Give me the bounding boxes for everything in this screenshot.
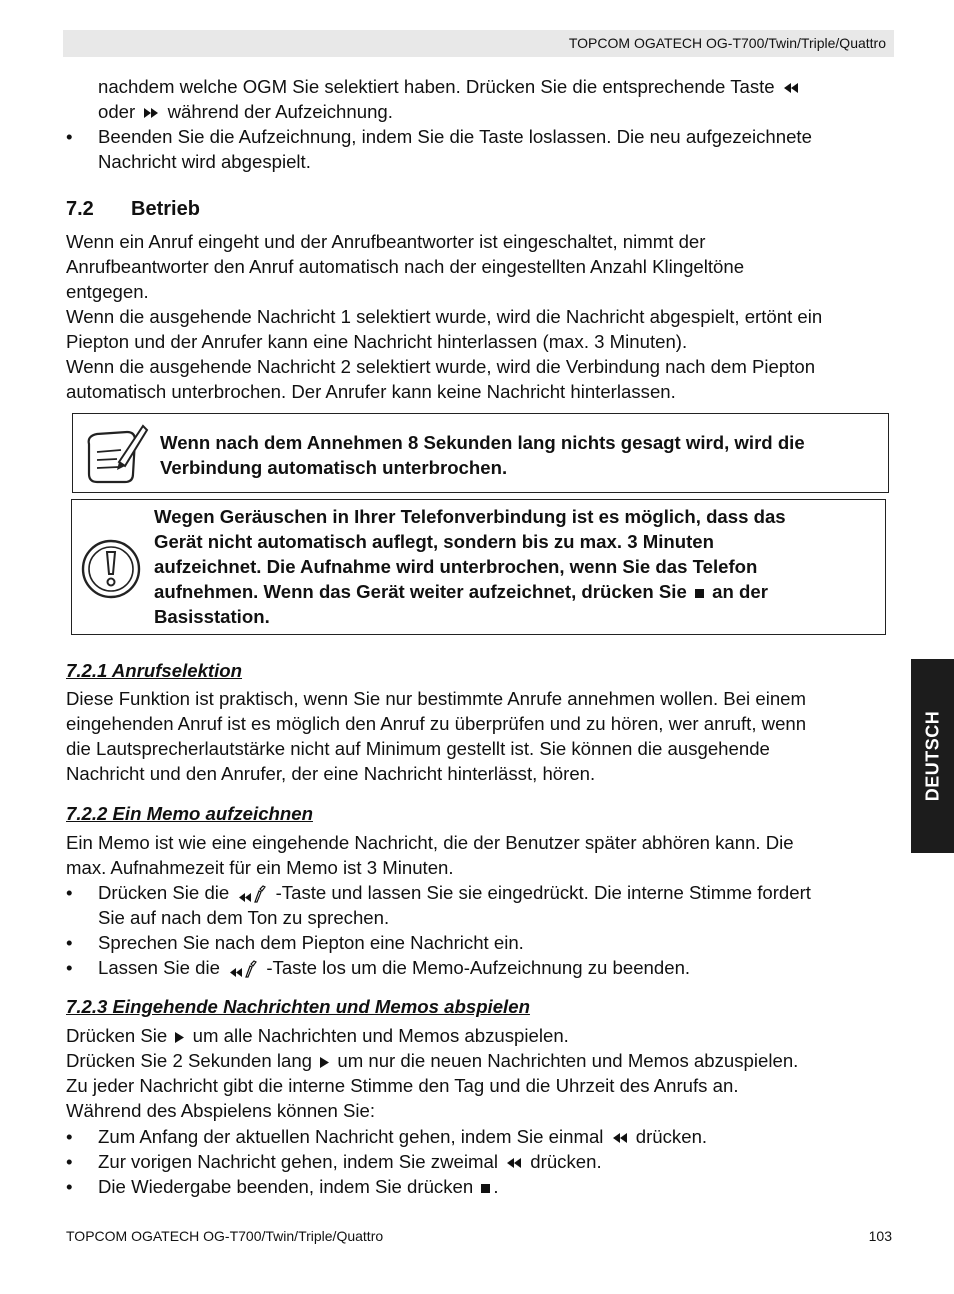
bullet-text-part: drücken. <box>530 1151 602 1172</box>
paragraph-line: max. Aufnahmezeit für ein Memo ist 3 Minuten. <box>66 857 454 878</box>
paragraph-line: Piepton und der Anrufer kann eine Nachricht hinterlassen (max. 3 Minuten). <box>66 331 688 352</box>
warning-text: Wegen Geräuschen in Ihrer Telefonverbindung ist es möglich, dass das <box>154 506 786 527</box>
section-heading <box>66 198 200 221</box>
rewind-icon <box>506 1158 522 1168</box>
intro-line <box>98 99 393 124</box>
bullet-dot: • <box>66 882 73 903</box>
paragraph-line: Ein Memo ist wie eine eingehende Nachricht, die der Benutzer später abhören kann. Die <box>66 832 794 853</box>
bullet-dot: • <box>66 126 73 147</box>
bullet-dot: • <box>66 957 73 978</box>
paragraph-line: Zu jeder Nachricht gibt die interne Stimme den Tag und die Uhrzeit des Anrufs an. <box>66 1075 739 1096</box>
paragraph-line: Wenn die ausgehende Nachricht 2 selektiert wurde, wird die Verbindung nach dem Piepton <box>66 356 816 377</box>
intro-text: oder <box>98 101 136 122</box>
paragraph-line: die Lautsprecherlautstärke nicht auf Minimum gestellt ist. Sie können die ausgehende <box>66 738 770 759</box>
stop-icon <box>481 1184 490 1193</box>
bullet-text: Nachricht wird abgespielt. <box>98 151 311 172</box>
bullet-text-part: -Taste los um die Memo-Aufzeichnung zu beenden. <box>266 957 691 978</box>
subsection-heading: 7.2.1 Anrufselektion <box>66 660 243 681</box>
note-text: Verbindung automatisch unterbrochen. <box>160 457 508 478</box>
bullet-text <box>98 1124 707 1149</box>
warning-box <box>71 499 886 635</box>
bullet-dot: • <box>66 1126 73 1147</box>
subsection-heading: 7.2.2 Ein Memo aufzeichnen <box>66 803 313 824</box>
warning-text: aufzeichnet. Die Aufnahme wird unterbrochen, wenn Sie das Telefon <box>154 556 758 577</box>
bullet-text: Sprechen Sie nach dem Piepton eine Nachricht ein. <box>98 932 524 953</box>
section-number: 7.2 <box>66 198 94 220</box>
bullet-text-part: . <box>493 1176 499 1197</box>
memo-record-icon <box>228 960 258 978</box>
bullet-text-part: -Taste und lassen Sie sie eingedrückt. Die interne Stimme fordert <box>275 882 811 903</box>
note-pen-icon <box>83 422 149 486</box>
footer-title: TOPCOM OGATECH OG-T700/Twin/Triple/Quattro <box>66 1228 384 1244</box>
bullet-dot: • <box>66 932 73 953</box>
warning-text-part: an der <box>712 581 768 602</box>
bullet-text-part: Drücken Sie die <box>98 882 230 903</box>
bullet-text <box>98 880 811 905</box>
paragraph-line: Nachricht und den Anrufer, der eine Nachricht hinterlässt, hören. <box>66 763 596 784</box>
bullet-text: Beenden Sie die Aufzeichnung, indem Sie die Taste loslassen. Die neu aufgezeichnete <box>98 126 812 147</box>
language-side-tab <box>911 659 954 853</box>
intro-text: nachdem welche OGM Sie selektiert haben. Drücken Sie die entsprechende Taste <box>98 76 775 97</box>
paragraph-line: Wenn die ausgehende Nachricht 1 selektiert wurde, wird die Nachricht abgespielt, ertönt ein <box>66 306 823 327</box>
paragraph-line: Während des Abspielens können Sie: <box>66 1100 376 1121</box>
note-text: Wenn nach dem Annehmen 8 Sekunden lang nichts gesagt wird, wird die <box>160 432 805 453</box>
fast-forward-icon <box>143 108 159 118</box>
paragraph-text: um nur die neuen Nachrichten und Memos abzuspielen. <box>337 1050 799 1071</box>
rewind-icon <box>783 83 799 93</box>
bullet-text-part: Zur vorigen Nachricht gehen, indem Sie zweimal <box>98 1151 498 1172</box>
paragraph-line: Wenn ein Anruf eingeht und der Anrufbeantworter ist eingeschaltet, nimmt der <box>66 231 706 252</box>
play-icon <box>175 1032 184 1043</box>
bullet-text-part: Zum Anfang der aktuellen Nachricht gehen, indem Sie einmal <box>98 1126 604 1147</box>
page-header <box>63 30 894 57</box>
warning-text: Gerät nicht automatisch auflegt, sondern bis zu max. 3 Minuten <box>154 531 714 552</box>
warning-text <box>154 579 768 604</box>
note-box <box>72 413 889 493</box>
paragraph-line: Diese Funktion ist praktisch, wenn Sie nur bestimmte Anrufe annehmen wollen. Bei einem <box>66 688 806 709</box>
paragraph-line <box>66 1048 798 1073</box>
warning-text-part: aufnehmen. Wenn das Gerät weiter aufzeichnet, drücken Sie <box>154 581 687 602</box>
bullet-text: Sie auf nach dem Ton zu sprechen. <box>98 907 390 928</box>
page-number: 103 <box>868 1228 892 1244</box>
paragraph-line: eingehenden Anruf ist es möglich den Anruf zu überprüfen und zu hören, wer anruft, wenn <box>66 713 807 734</box>
memo-record-icon <box>237 885 267 903</box>
language-label: DEUTSCH <box>922 710 942 802</box>
paragraph-text: um alle Nachrichten und Memos abzuspielen. <box>192 1025 569 1046</box>
paragraph-line: automatisch unterbrochen. Der Anrufer kann keine Nachricht hinterlassen. <box>66 381 676 402</box>
bullet-text-part: drücken. <box>635 1126 708 1147</box>
warning-text: Basisstation. <box>154 606 270 627</box>
paragraph-line: entgegen. <box>66 281 149 302</box>
rewind-icon <box>612 1133 628 1143</box>
play-icon <box>320 1057 329 1068</box>
bullet-text <box>98 955 690 980</box>
paragraph-line <box>66 1023 569 1048</box>
bullet-dot: • <box>66 1151 73 1172</box>
bullet-text-part: Die Wiedergabe beenden, indem Sie drücken <box>98 1176 474 1197</box>
header-title: TOPCOM OGATECH OG-T700/Twin/Triple/Quattro <box>568 35 886 51</box>
paragraph-text: Drücken Sie <box>66 1025 168 1046</box>
paragraph-text: Drücken Sie 2 Sekunden lang <box>66 1050 313 1071</box>
bullet-text <box>98 1149 602 1174</box>
bullet-dot: • <box>66 1176 73 1197</box>
warning-exclamation-icon <box>80 538 142 600</box>
stop-icon <box>695 589 704 598</box>
subsection-heading: 7.2.3 Eingehende Nachrichten und Memos abspielen <box>66 996 530 1017</box>
section-title: Betrieb <box>131 198 200 220</box>
intro-text: während der Aufzeichnung. <box>167 101 393 122</box>
paragraph-line: Anrufbeantworter den Anruf automatisch nach der eingestellten Anzahl Klingeltöne <box>66 256 745 277</box>
intro-line <box>98 74 802 99</box>
bullet-text-part: Lassen Sie die <box>98 957 220 978</box>
bullet-text <box>98 1174 499 1199</box>
